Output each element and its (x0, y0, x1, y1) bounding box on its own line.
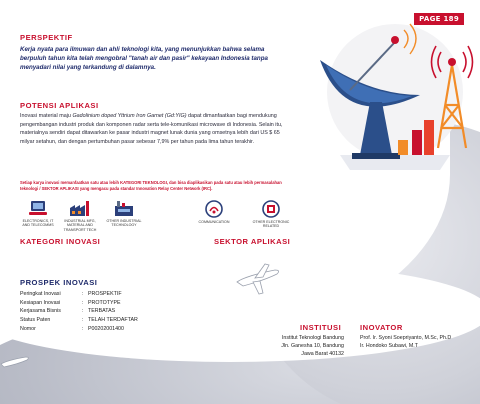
prospek-table (20, 291, 138, 335)
potensi-text-part: Inovasi material maju (20, 113, 73, 119)
row-separator: : (82, 317, 84, 324)
category-label: INDUSTRIAL MFG, (64, 219, 96, 223)
row-label: Kerjasama Bisnis (20, 308, 61, 315)
institusi-title: INSTITUSI (300, 323, 342, 332)
row-separator: : (82, 325, 84, 332)
perspektif-title: PERSPEKTIF (20, 33, 73, 42)
page-number-badge: PAGE 189 (414, 13, 464, 25)
row-label: Nomor (20, 325, 36, 332)
row-value: TELAH TERDAFTAR (88, 317, 138, 324)
category-label: AND TELECOMMS (22, 223, 54, 228)
row-label: Status Paten (20, 317, 51, 324)
inovator-names (360, 335, 478, 351)
row-value: TERBATAS (88, 308, 116, 315)
communication-icon (205, 200, 223, 218)
row-label: Kesiapan Inovasi (20, 299, 61, 306)
address-line: Jln. Ganesha 10, Bandung (281, 342, 344, 349)
table-row (20, 291, 138, 300)
category-label: OTHER INDUSTRIAL (106, 219, 142, 223)
sector-label: OTHER ELECTRONIC (252, 220, 290, 224)
sector-label: COMMUNICATION (198, 220, 230, 224)
inovator-name: Prof. Ir. Syoni Soepriyanto, M.Sc, Ph.D (360, 335, 452, 341)
row-label: Peringkat Inovasi (20, 291, 61, 297)
factory-icon (69, 200, 91, 217)
table-row (20, 317, 138, 326)
sektor-title: SEKTOR APLIKASI (214, 237, 291, 246)
industrial-tech-icon (113, 200, 135, 217)
computer-icon (28, 200, 48, 217)
satellite-dish-illustration (300, 20, 480, 180)
potensi-title: POTENSI APLIKASI (20, 101, 99, 110)
row-value: P00202001400 (88, 325, 124, 332)
category-other-industrial (102, 200, 146, 228)
category-label: TRANSPORT TECH (63, 227, 97, 232)
kategori-title: KATEGORI INOVASI (20, 237, 101, 246)
sector-communication (190, 200, 238, 224)
row-separator: : (82, 291, 84, 297)
row-separator: : (82, 308, 84, 315)
prospek-title: PROSPEK INOVASI (20, 278, 98, 287)
airplane-icon (235, 262, 281, 296)
table-row (20, 300, 138, 309)
material-name: Gadolinium doped Yttrium Iron Garnet (Gd:YIG) (72, 113, 187, 119)
row-separator: : (82, 299, 84, 306)
address-line: Jawa Barat 40132 (301, 350, 344, 357)
category-note: Setiap karya inovasi memanfaatkan satu atau lebih KATEGORI TEKNOLOGI, dan bisa diaplikasikan pada satu atau lebih permasalahan teknologi / SEKTOR APLIKASI yang mengacu pada standar Innovation Relay Center Network (IRC). (20, 180, 282, 191)
sector-other-electronic (246, 200, 296, 229)
category-industrial (58, 200, 102, 232)
electronic-chip-icon (262, 200, 280, 218)
table-row (20, 326, 138, 335)
potensi-text (20, 112, 288, 146)
row-value: PROSPEKTIF (88, 291, 122, 297)
inovator-name: Ir. Hondoko Subawi, M.T (360, 342, 418, 349)
category-label: TECHNOLOGY (111, 223, 137, 228)
sector-label: RELATED (262, 224, 280, 229)
category-label: ELECTRONICS, IT (22, 219, 54, 223)
address-line: Institut Teknologi Bandung (281, 335, 344, 341)
institusi-address (242, 335, 344, 358)
airplane-icon (0, 352, 30, 374)
category-label: MATERIAL AND (67, 223, 93, 228)
potensi-text-part: dapat dimanfaatkan bagi mendukung pengembangan industri produk dan komponen radar serta tele-komunikasi microwave di Indonesia. Selain itu, materialnya sendiri dapat ditawarkan ke pasar industri magnet lunak dunia yang omsetnya lebih dari US $ 65 milyar setahun, dan dengan pertumbuhan pasar sebesar 7,9% per tahun pada lima tahun terakhir. (20, 113, 283, 145)
perspektif-text: Kerja nyata para ilmuwan dan ahli teknologi kita, yang menunjukkan bahwa selama berpuluh tahun kita telah mengobral "tanah air dan pasir" kekayaan Indonesia tanpa menyadari nilai yang terkandung di dalamnya. (20, 46, 268, 72)
row-value: PROTOTYPE (88, 299, 121, 306)
category-electronics (18, 200, 58, 228)
table-row (20, 308, 138, 317)
inovator-title: INOVATOR (360, 323, 403, 332)
